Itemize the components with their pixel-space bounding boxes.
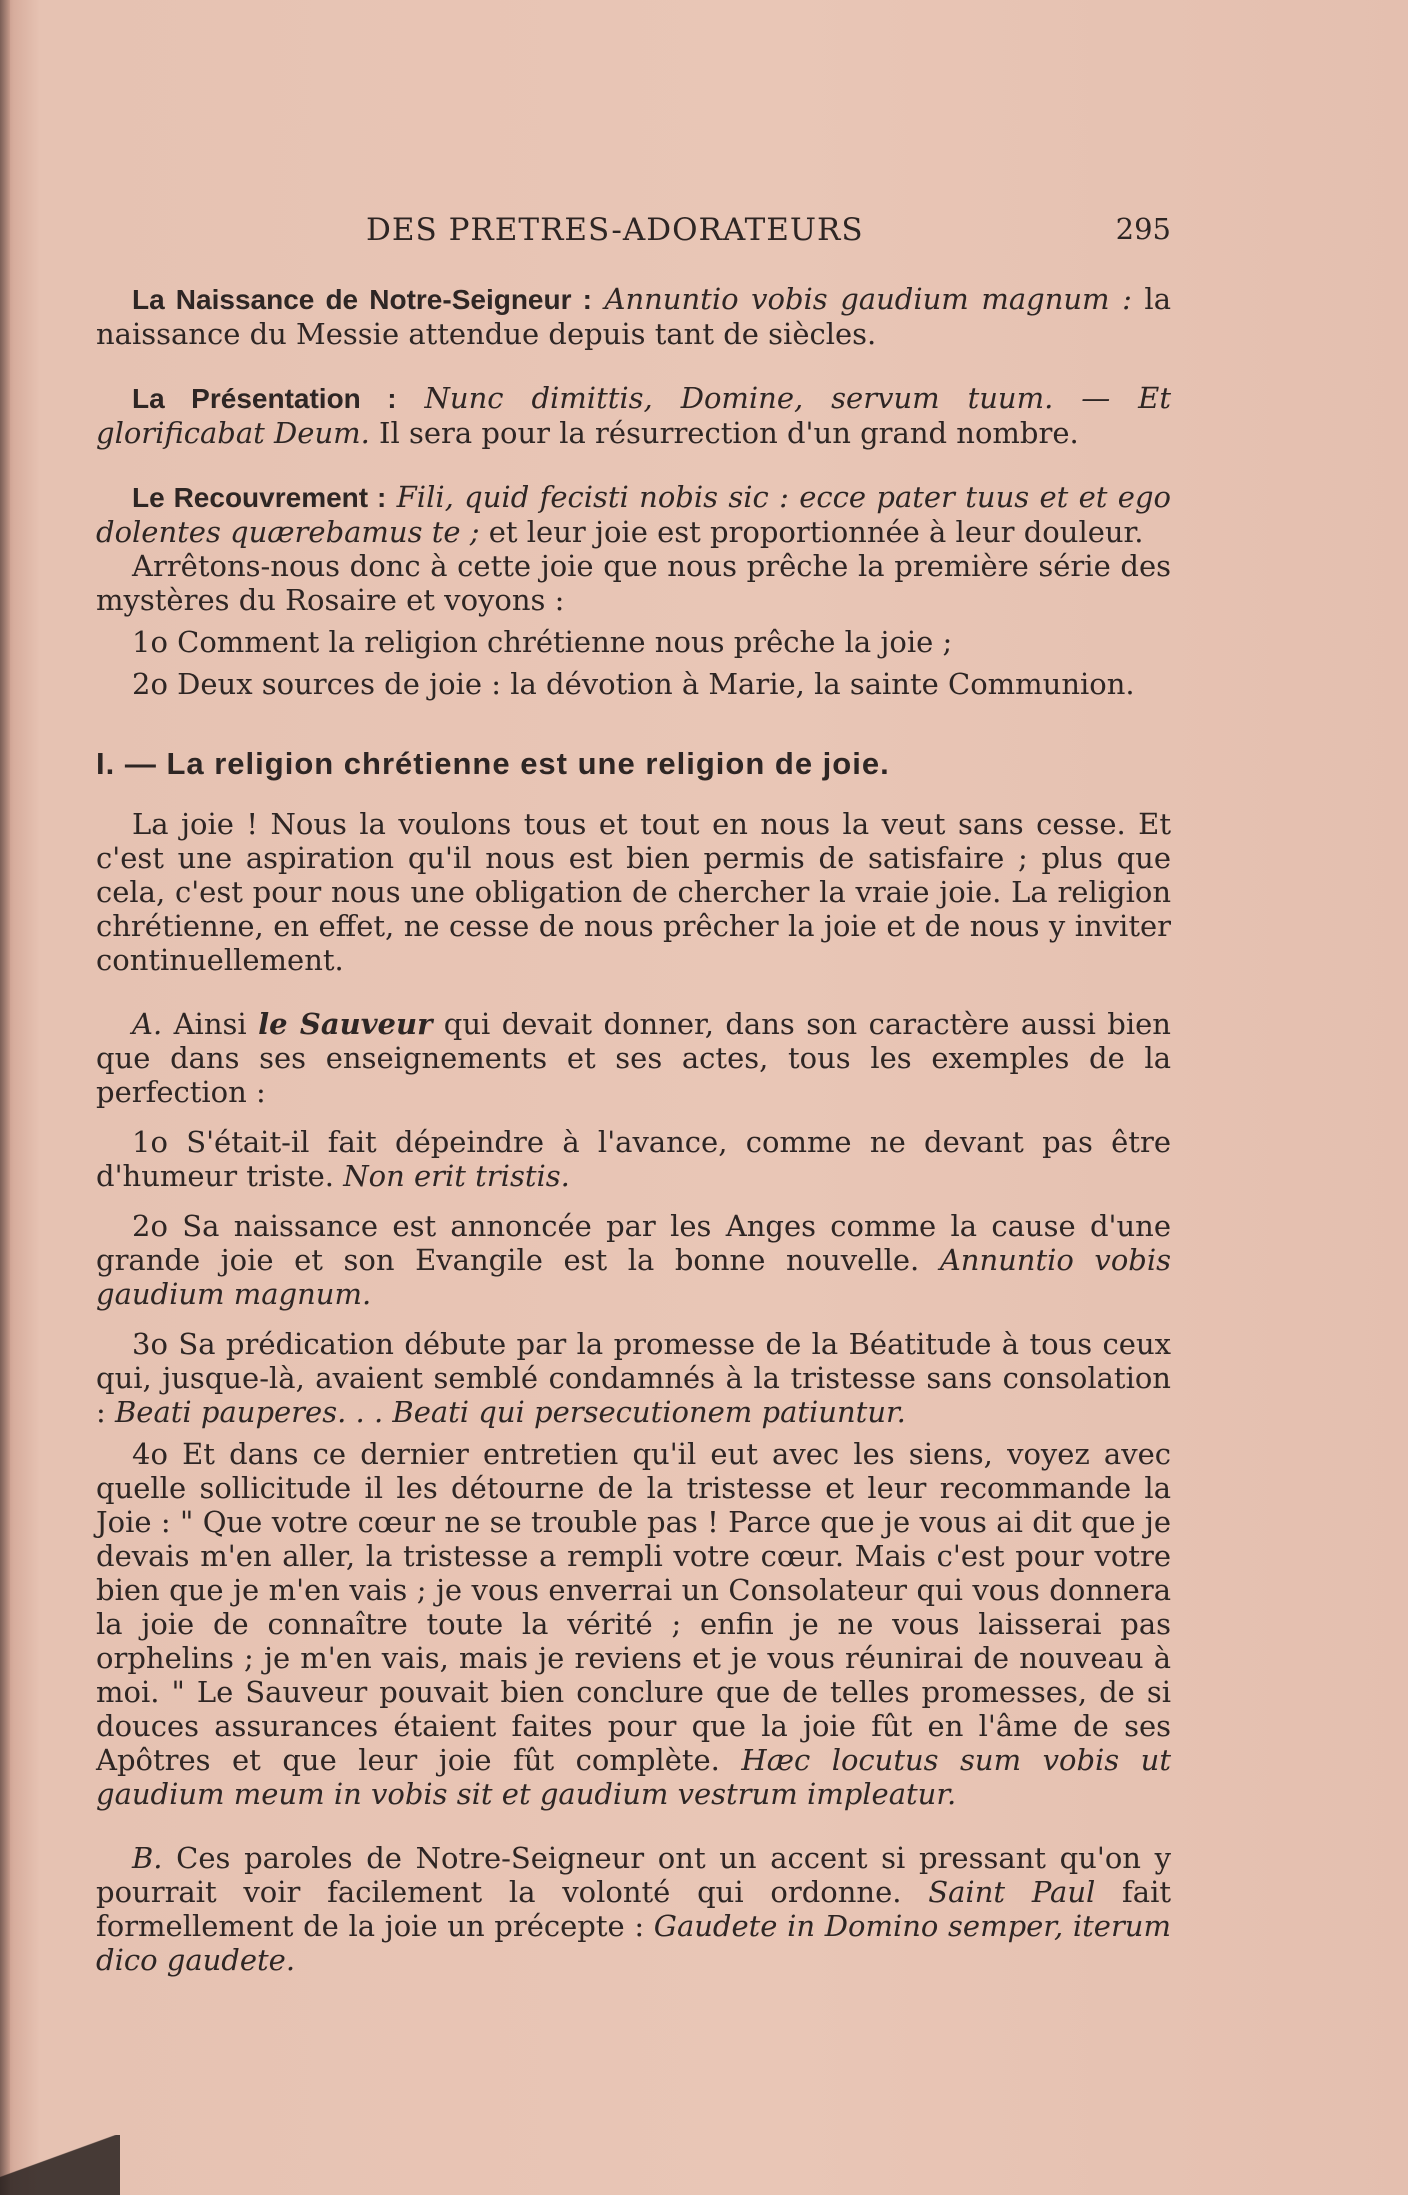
mystery-nativity (96, 282, 1171, 351)
section-heading: I. — La religion chrétienne est une religion de joie. (96, 746, 890, 781)
latin-quote: Annuntio vobis gaudium magnum. (96, 1243, 1171, 1311)
mystery-text: Il sera pour la résurrection d'un grand nombre. (369, 416, 1079, 450)
outline-item-1: 1o Comment la religion chrétienne nous prêche la joie ; (132, 625, 953, 659)
point-text: 4o Et dans ce dernier entretien qu'il eut avec les siens, voyez avec quelle sollicitude il les détourne de la tristesse et leur recommande la Joie : " Que votre cœur ne se trouble pas ! Parce que je vous ai dit que je devais m'en aller, la tristesse a rempli votre cœur. Mais c'est pour votre bien que je m'en vais ; je vous enverrai un Consolateur qui vous donnera la joie de connaître toute la vérité ; enfin je ne vous laisserai pas orphelins ; je m'en vais, mais je reviens et je vous réunirai de nouveau à moi. " Le Sauveur pouvait bien conclure que de telles promesses, de si douces assurances étaient faites pour que la joie fût en l'âme de ses Apôtres et que leur joie fût complète. (96, 1437, 1171, 1777)
emphasis: le Sauveur (258, 1007, 433, 1041)
book-spine-shadow (0, 0, 10, 2195)
mystery-finding (96, 480, 1171, 549)
page-body (96, 282, 1171, 1977)
point-text: 3o Sa prédication débute par la promesse de la Béatitude à tous ceux qui, jusque-là, avaient semblé condamnés à la tristesse sans consolation : (96, 1327, 1171, 1429)
mystery-text: la naissance du Messie attendue depuis tant de siècles. (96, 282, 1171, 351)
point-3 (96, 1327, 1171, 1429)
page-number: 295 (1115, 212, 1171, 246)
section-text: Ainsi (162, 1007, 259, 1041)
mystery-title: La Présentation : (132, 383, 397, 414)
latin-quote: Fili, quid fecisti nobis sic : ecce pater tuus et et ego dolentes quærebamus te ; (96, 480, 1171, 549)
point-1 (96, 1125, 1171, 1193)
running-title: DES PRETRES-ADORATEURS (366, 212, 864, 248)
point-text: 2o Sa naissance est annoncée par les Anges comme la cause d'une grande joie et son Evangile est la bonne nouvelle. (96, 1209, 1171, 1277)
section-letter: B. (132, 1841, 163, 1875)
latin-quote: Non erit tristis. (334, 1159, 570, 1193)
latin-quote: Nunc dimittis, Domine, servum tuum. — Et glorificabat Deum. (96, 381, 1171, 450)
emphasis: Saint Paul (901, 1875, 1096, 1909)
section-b-paragraph (96, 1841, 1171, 1977)
section-a-paragraph (96, 1007, 1171, 1109)
mystery-presentation (96, 381, 1171, 450)
mystery-text: et leur joie est proportionnée à leur douleur. (479, 515, 1144, 549)
latin-quote: Beati pauperes. . . Beati qui persecutionem patiuntur. (105, 1395, 906, 1429)
section-text: fait formellement de la joie un précepte : (96, 1875, 1172, 1943)
point-text: 1o S'était-il fait dépeindre à l'avance, comme ne devant pas être d'humeur triste. (96, 1125, 1171, 1193)
section-letter: A. (132, 1007, 163, 1041)
outline-item-2: 2o Deux sources de joie : la dévotion à Marie, la sainte Communion. (132, 667, 1135, 701)
point-4 (96, 1437, 1171, 1811)
point-2 (96, 1209, 1171, 1311)
section-text: Ces paroles de Notre-Seigneur ont un accent si pressant qu'on y pourrait voir facilement la volonté qui ordonne. (96, 1841, 1171, 1909)
page-corner-shadow (0, 2135, 120, 2195)
section-text: qui devait donner, dans son caractère aussi bien que dans ses enseignements et ses actes, tous les exemples de la perfection : (96, 1007, 1171, 1109)
mystery-title: Le Recouvrement : (132, 482, 387, 513)
intro-paragraph: Arrêtons-nous donc à cette joie que nous prêche la première série des mystères du Rosaire et voyons : (96, 549, 1171, 617)
latin-quote: Gaudete in Domino semper, iterum dico gaudete. (96, 1909, 1171, 1977)
latin-quote: Hæc locutus sum vobis ut gaudium meum in vobis sit et gaudium vestrum impleatur. (96, 1743, 1172, 1811)
running-head (96, 212, 1171, 252)
mystery-title: La Naissance de Notre-Seigneur : (132, 284, 592, 315)
latin-quote: Annuntio vobis gaudium magnum : (591, 282, 1132, 316)
paragraph-joy: La joie ! Nous la voulons tous et tout en nous la veut sans cesse. Et c'est une aspiration qu'il nous est bien permis de satisfaire ; plus que cela, c'est pour nous une obligation de chercher la vraie joie. La religion chrétienne, en effet, ne cesse de nous prêcher la joie et de nous y inviter continuellement. (96, 807, 1171, 977)
